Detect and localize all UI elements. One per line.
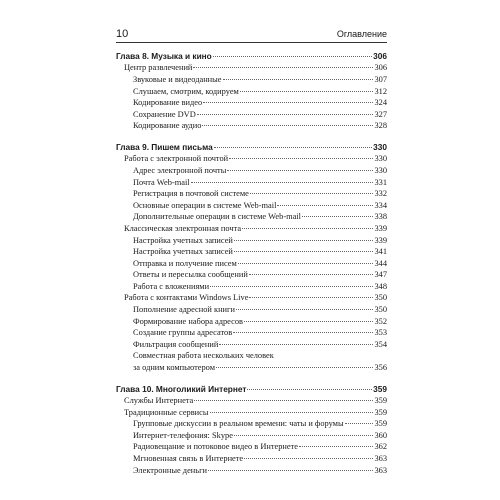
toc-subsection[interactable] bbox=[116, 418, 387, 430]
toc-page-number: 307 bbox=[374, 74, 387, 84]
toc-entry-label: Центр развлечений bbox=[124, 63, 193, 73]
toc-page-number: 330 bbox=[374, 165, 387, 175]
dot-leader bbox=[236, 309, 373, 310]
toc-page-number: 359 bbox=[374, 396, 387, 406]
toc-subsection[interactable] bbox=[116, 281, 387, 293]
dot-leader bbox=[227, 170, 373, 171]
chapter-heading[interactable] bbox=[116, 383, 387, 395]
running-title: Оглавление bbox=[336, 29, 387, 39]
toc-subsection[interactable] bbox=[116, 327, 387, 339]
dot-leader bbox=[223, 79, 374, 80]
toc-subsection[interactable] bbox=[116, 177, 387, 189]
table-of-contents bbox=[116, 50, 387, 476]
toc-entry-label: Групповые дискуссии в реальном времени: чаты и форумы bbox=[133, 419, 344, 429]
toc-entry-label: Глава 10. Многоликий Интернет bbox=[116, 383, 247, 394]
dot-leader bbox=[242, 228, 373, 229]
dot-leader bbox=[249, 297, 373, 298]
toc-subsection[interactable] bbox=[116, 269, 387, 281]
dot-leader bbox=[210, 286, 373, 287]
toc-page-number: 306 bbox=[374, 63, 387, 73]
toc-subsection[interactable] bbox=[116, 235, 387, 247]
toc-page-number: 359 bbox=[374, 419, 387, 429]
toc-subsection[interactable] bbox=[116, 316, 387, 328]
toc-page-number: 359 bbox=[374, 407, 387, 417]
toc-entry-label: Работа с электронной почтой bbox=[124, 154, 229, 164]
dot-leader bbox=[299, 446, 373, 447]
dot-leader bbox=[244, 458, 373, 459]
dot-leader bbox=[234, 240, 374, 241]
toc-entry-label: Классическая электронная почта bbox=[124, 223, 242, 233]
toc-subsection[interactable] bbox=[116, 188, 387, 200]
toc-page-number: 331 bbox=[374, 177, 387, 187]
toc-page-number: 363 bbox=[374, 453, 387, 463]
toc-page-number: 353 bbox=[374, 328, 387, 338]
toc-entry-label: Службы Интернета bbox=[124, 396, 194, 406]
toc-page-number: 350 bbox=[374, 305, 387, 315]
dot-leader bbox=[214, 147, 372, 148]
toc-subsection[interactable] bbox=[116, 362, 387, 374]
toc-entry-label: Глава 8. Музыка и кино bbox=[116, 51, 212, 61]
page-header bbox=[116, 27, 387, 41]
dot-leader bbox=[240, 91, 374, 92]
toc-entry-label: Радиовещание и потоковое видео в Интернете bbox=[133, 442, 298, 452]
toc-subsection[interactable] bbox=[116, 258, 387, 270]
dot-leader bbox=[197, 114, 374, 115]
toc-subsection[interactable] bbox=[116, 211, 387, 223]
toc-entry-label: Отправка и получение писем bbox=[133, 258, 237, 268]
toc-subsection[interactable] bbox=[116, 465, 387, 477]
toc-entry-label: Традиционные сервисы bbox=[124, 407, 209, 417]
toc-entry-label: Регистрация в почтовой системе bbox=[133, 189, 249, 199]
toc-entry-label: Работа с вложениями bbox=[133, 281, 210, 291]
toc-entry-label: Настройка учетных записей bbox=[133, 247, 233, 257]
toc-page-number: 339 bbox=[374, 235, 387, 245]
toc-entry-label: Фильтрация сообщений bbox=[133, 339, 219, 349]
dot-leader bbox=[193, 67, 373, 68]
toc-subsection[interactable] bbox=[116, 200, 387, 212]
chapter-block bbox=[116, 383, 387, 477]
toc-entry-label: Формирование набора адресов bbox=[133, 316, 243, 326]
dot-leader bbox=[191, 182, 374, 183]
toc-subsection[interactable] bbox=[116, 246, 387, 258]
toc-entry-label: Мгновенная связь в Интернете bbox=[133, 453, 244, 463]
toc-page-number: 359 bbox=[373, 383, 387, 394]
toc-entry-label: Звуковые и видеоданные bbox=[133, 74, 222, 84]
chapter-heading[interactable] bbox=[116, 141, 387, 153]
dot-leader bbox=[229, 158, 373, 159]
dot-leader bbox=[213, 56, 372, 57]
dot-leader bbox=[234, 251, 374, 252]
toc-page-number: 341 bbox=[374, 247, 387, 257]
toc-page-number: 334 bbox=[374, 200, 387, 210]
toc-section[interactable] bbox=[116, 223, 387, 235]
toc-page-number: 350 bbox=[374, 293, 387, 303]
dot-leader bbox=[233, 332, 373, 333]
toc-entry-label: Кодирование видео bbox=[133, 98, 203, 108]
toc-entry-label: Адрес электронной почты bbox=[133, 165, 227, 175]
toc-section[interactable] bbox=[116, 395, 387, 407]
dot-leader bbox=[247, 389, 372, 390]
toc-entry-label: Пополнение адресной книги bbox=[133, 305, 235, 315]
toc-page-number: 354 bbox=[374, 339, 387, 349]
toc-section[interactable] bbox=[116, 153, 387, 165]
toc-page-number: 332 bbox=[374, 189, 387, 199]
toc-subsection[interactable] bbox=[116, 304, 387, 316]
toc-page-number: 360 bbox=[374, 430, 387, 440]
toc-entry-label: Настройка учетных записей bbox=[133, 235, 233, 245]
toc-entry-label: Ответы и пересылка сообщений bbox=[133, 270, 248, 280]
toc-entry-label: Слушаем, смотрим, кодируем bbox=[133, 86, 239, 96]
dot-leader bbox=[208, 470, 373, 471]
dot-leader bbox=[203, 102, 373, 103]
toc-subsection[interactable] bbox=[116, 339, 387, 351]
chapter-block bbox=[116, 50, 387, 132]
toc-page-number: 362 bbox=[374, 442, 387, 452]
toc-entry-label: Совместная работа нескольких человек bbox=[133, 351, 274, 361]
toc-page-number: 338 bbox=[374, 212, 387, 222]
toc-page-number: 327 bbox=[374, 109, 387, 119]
toc-page-number: 330 bbox=[374, 154, 387, 164]
toc-subsection[interactable] bbox=[116, 97, 387, 109]
toc-subsection[interactable] bbox=[116, 109, 387, 121]
toc-entry-label: Создание группы адресатов bbox=[133, 328, 233, 338]
toc-entry-label: Дополнительные операции в системе Web-mail bbox=[133, 212, 301, 222]
toc-entry-label: Интернет-телефония: Skype bbox=[133, 430, 233, 440]
dot-leader bbox=[249, 274, 374, 275]
toc-entry-label: Работа с контактами Windows Live bbox=[124, 293, 249, 303]
toc-page-number: 312 bbox=[374, 86, 387, 96]
toc-page-number: 324 bbox=[374, 98, 387, 108]
toc-subsection[interactable] bbox=[116, 86, 387, 98]
dot-leader bbox=[210, 412, 374, 413]
dot-leader bbox=[277, 205, 373, 206]
toc-section[interactable] bbox=[116, 407, 387, 419]
toc-subsection[interactable] bbox=[116, 441, 387, 453]
toc-entry-label: Основные операции в системе Web-mail bbox=[133, 200, 277, 210]
dot-leader bbox=[302, 216, 373, 217]
toc-subsection[interactable] bbox=[116, 430, 387, 442]
dot-leader bbox=[219, 344, 373, 345]
toc-subsection[interactable] bbox=[116, 74, 387, 86]
toc-page-number: 363 bbox=[374, 465, 387, 475]
chapter-heading[interactable] bbox=[116, 50, 387, 62]
toc-page-number: 348 bbox=[374, 281, 387, 291]
toc-entry-label: Глава 9. Пишем письма bbox=[116, 141, 213, 152]
dot-leader bbox=[234, 435, 374, 436]
chapter-block bbox=[116, 141, 387, 374]
page-number: 10 bbox=[116, 28, 129, 40]
toc-entry-label: Кодирование аудио bbox=[133, 121, 202, 131]
toc-page-number: 339 bbox=[374, 223, 387, 233]
dot-leader bbox=[345, 423, 374, 424]
toc-subsection[interactable] bbox=[116, 453, 387, 465]
toc-entry-label: за одним компьютером bbox=[133, 363, 215, 373]
dot-leader bbox=[216, 367, 373, 368]
header-rule bbox=[116, 42, 387, 43]
toc-section[interactable] bbox=[116, 292, 387, 304]
toc-page-number: 306 bbox=[373, 51, 387, 61]
toc-entry-label: Электронные деньги bbox=[133, 465, 208, 475]
dot-leader bbox=[194, 400, 373, 401]
toc-entry-label: Сохранение DVD bbox=[133, 109, 196, 119]
dot-leader bbox=[244, 321, 373, 322]
toc-subsection[interactable] bbox=[116, 350, 387, 362]
dot-leader bbox=[238, 263, 374, 264]
toc-subsection[interactable] bbox=[116, 165, 387, 177]
toc-page-number: 330 bbox=[373, 141, 387, 152]
toc-page-number: 328 bbox=[374, 121, 387, 131]
toc-subsection[interactable] bbox=[116, 120, 387, 132]
toc-page-number: 347 bbox=[374, 270, 387, 280]
toc-section[interactable] bbox=[116, 62, 387, 74]
dot-leader bbox=[202, 125, 373, 126]
toc-page-number: 344 bbox=[374, 258, 387, 268]
toc-page-number: 352 bbox=[374, 316, 387, 326]
toc-page-number: 356 bbox=[374, 363, 387, 373]
dot-leader bbox=[250, 193, 374, 194]
toc-entry-label: Почта Web-mail bbox=[133, 177, 190, 187]
